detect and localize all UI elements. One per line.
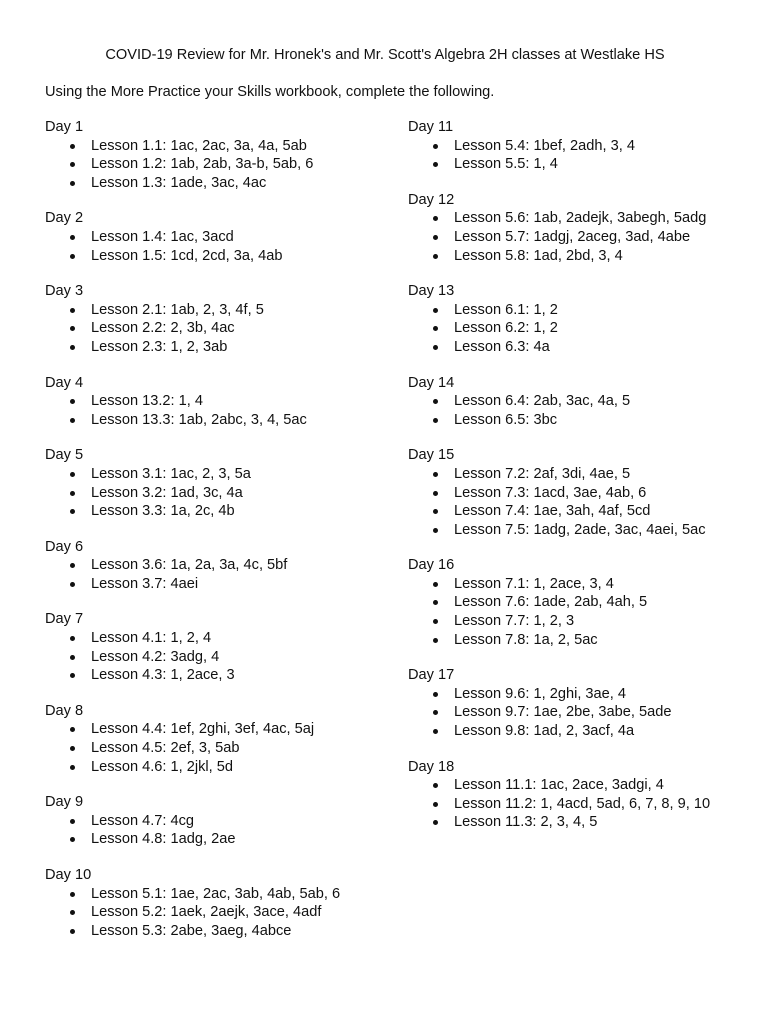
lesson-item: Lesson 4.6: 1, 2jkl, 5d: [45, 758, 385, 777]
lesson-list: [45, 465, 385, 521]
page-title: COVID-19 Review for Mr. Hronek's and Mr. Scott's Algebra 2H classes at Westlake HS: [105, 47, 665, 63]
lesson-list: [45, 228, 385, 265]
day-section: [408, 118, 748, 174]
instructions: Using the More Practice your Skills workbook, complete the following.: [45, 84, 495, 100]
lesson-list: [45, 720, 385, 776]
day-heading: Day 17: [408, 667, 455, 684]
lesson-list: [45, 392, 385, 429]
right-column: [408, 118, 748, 849]
day-heading: Day 5: [45, 447, 84, 464]
day-heading: Day 10: [45, 867, 92, 883]
day-section: [408, 374, 748, 430]
day-section: [45, 866, 385, 940]
lesson-item: Lesson 3.7: 4aei: [45, 575, 385, 594]
lesson-item: Lesson 1.2: 1ab, 2ab, 3a-b, 5ab, 6: [45, 155, 385, 174]
lesson-item: Lesson 1.4: 1ac, 3acd: [45, 228, 385, 247]
day-section: [45, 702, 385, 776]
lesson-item: Lesson 9.7: 1ae, 2be, 3abe, 5ade: [408, 703, 748, 722]
day-heading: Day 12: [408, 191, 455, 208]
day-heading: Day 11: [408, 119, 454, 135]
day-heading: Day 2: [45, 210, 84, 227]
day-heading: Day 16: [408, 557, 455, 574]
day-section: [45, 610, 385, 684]
lesson-item: Lesson 6.3: 4a: [408, 338, 748, 357]
lesson-list: [45, 812, 385, 849]
day-heading: Day 9: [45, 794, 84, 811]
day-heading: Day 15: [408, 447, 455, 464]
lesson-item: Lesson 4.8: 1adg, 2ae: [45, 830, 385, 849]
day-heading: Day 18: [408, 758, 455, 775]
lesson-item: Lesson 13.2: 1, 4: [45, 392, 385, 411]
lesson-item: Lesson 7.7: 1, 2, 3: [408, 612, 748, 631]
lesson-item: Lesson 11.1: 1ac, 2ace, 3adgi, 4: [408, 776, 748, 795]
lesson-item: Lesson 5.2: 1aek, 2aejk, 3ace, 4adf: [45, 903, 385, 922]
lesson-item: Lesson 6.2: 1, 2: [408, 319, 748, 338]
day-heading: Day 8: [45, 702, 84, 719]
lesson-list: [408, 575, 748, 649]
left-column: [45, 118, 385, 957]
day-section: [45, 209, 385, 265]
day-section: [45, 282, 385, 356]
lesson-item: Lesson 5.1: 1ae, 2ac, 3ab, 4ab, 5ab, 6: [45, 885, 385, 904]
lesson-item: Lesson 7.3: 1acd, 3ae, 4ab, 6: [408, 484, 748, 503]
lesson-item: Lesson 7.2: 2af, 3di, 4ae, 5: [408, 465, 748, 484]
lesson-item: Lesson 4.5: 2ef, 3, 5ab: [45, 739, 385, 758]
lesson-item: Lesson 5.4: 1bef, 2adh, 3, 4: [408, 137, 748, 156]
lesson-list: [408, 301, 748, 357]
lesson-item: Lesson 7.4: 1ae, 3ah, 4af, 5cd: [408, 502, 748, 521]
day-section: [45, 446, 385, 520]
lesson-item: Lesson 4.7: 4cg: [45, 812, 385, 831]
lesson-item: Lesson 4.2: 3adg, 4: [45, 648, 385, 667]
lesson-item: Lesson 6.4: 2ab, 3ac, 4a, 5: [408, 392, 748, 411]
lesson-list: [408, 465, 748, 539]
day-section: [408, 556, 748, 649]
lesson-item: Lesson 7.8: 1a, 2, 5ac: [408, 631, 748, 650]
day-section: [45, 538, 385, 594]
lesson-item: Lesson 9.8: 1ad, 2, 3acf, 4a: [408, 722, 748, 741]
lesson-item: Lesson 7.1: 1, 2ace, 3, 4: [408, 575, 748, 594]
lesson-item: Lesson 1.5: 1cd, 2cd, 3a, 4ab: [45, 247, 385, 266]
day-section: [408, 758, 748, 832]
day-heading: Day 1: [45, 119, 84, 135]
lesson-item: Lesson 5.5: 1, 4: [408, 155, 748, 174]
day-section: [45, 374, 385, 430]
lesson-item: Lesson 3.1: 1ac, 2, 3, 5a: [45, 465, 385, 484]
lesson-list: [45, 556, 385, 593]
lesson-list: [408, 392, 748, 429]
lesson-list: [408, 685, 748, 741]
day-section: [408, 666, 748, 740]
day-heading: Day 14: [408, 374, 455, 391]
lesson-item: Lesson 2.1: 1ab, 2, 3, 4f, 5: [45, 301, 385, 320]
lesson-item: Lesson 9.6: 1, 2ghi, 3ae, 4: [408, 685, 748, 704]
day-section: [408, 282, 748, 356]
lesson-item: Lesson 11.2: 1, 4acd, 5ad, 6, 7, 8, 9, 10: [408, 795, 748, 814]
day-section: [45, 793, 385, 849]
day-heading: Day 6: [45, 538, 84, 555]
lesson-list: [45, 629, 385, 685]
day-section: [408, 191, 748, 265]
lesson-item: Lesson 1.3: 1ade, 3ac, 4ac: [45, 174, 385, 193]
lesson-list: [408, 137, 748, 174]
lesson-item: Lesson 4.4: 1ef, 2ghi, 3ef, 4ac, 5aj: [45, 720, 385, 739]
lesson-item: Lesson 6.5: 3bc: [408, 411, 748, 430]
day-section: [45, 118, 385, 192]
lesson-list: [408, 209, 748, 265]
day-heading: Day 13: [408, 283, 455, 300]
day-section: [408, 446, 748, 539]
day-heading: Day 7: [45, 611, 84, 628]
day-heading: Day 4: [45, 374, 84, 391]
day-heading: Day 3: [45, 283, 84, 300]
lesson-list: [45, 137, 385, 193]
lesson-item: Lesson 7.6: 1ade, 2ab, 4ah, 5: [408, 593, 748, 612]
lesson-list: [45, 885, 385, 941]
lesson-item: Lesson 5.6: 1ab, 2adejk, 3abegh, 5adg: [408, 209, 748, 228]
lesson-item: Lesson 6.1: 1, 2: [408, 301, 748, 320]
lesson-item: Lesson 3.3: 1a, 2c, 4b: [45, 502, 385, 521]
lesson-item: Lesson 2.2: 2, 3b, 4ac: [45, 319, 385, 338]
lesson-item: Lesson 2.3: 1, 2, 3ab: [45, 338, 385, 357]
lesson-item: Lesson 4.1: 1, 2, 4: [45, 629, 385, 648]
lesson-item: Lesson 5.7: 1adgj, 2aceg, 3ad, 4abe: [408, 228, 748, 247]
lesson-item: Lesson 3.2: 1ad, 3c, 4a: [45, 484, 385, 503]
lesson-item: Lesson 13.3: 1ab, 2abc, 3, 4, 5ac: [45, 411, 385, 430]
lesson-item: Lesson 5.3: 2abe, 3aeg, 4abce: [45, 922, 385, 941]
lesson-item: Lesson 5.8: 1ad, 2bd, 3, 4: [408, 247, 748, 266]
lesson-item: Lesson 1.1: 1ac, 2ac, 3a, 4a, 5ab: [45, 137, 385, 156]
lesson-item: Lesson 11.3: 2, 3, 4, 5: [408, 813, 748, 832]
lesson-item: Lesson 3.6: 1a, 2a, 3a, 4c, 5bf: [45, 556, 385, 575]
lesson-list: [408, 776, 748, 832]
lesson-list: [45, 301, 385, 357]
lesson-item: Lesson 7.5: 1adg, 2ade, 3ac, 4aei, 5ac: [408, 521, 748, 540]
lesson-item: Lesson 4.3: 1, 2ace, 3: [45, 666, 385, 685]
